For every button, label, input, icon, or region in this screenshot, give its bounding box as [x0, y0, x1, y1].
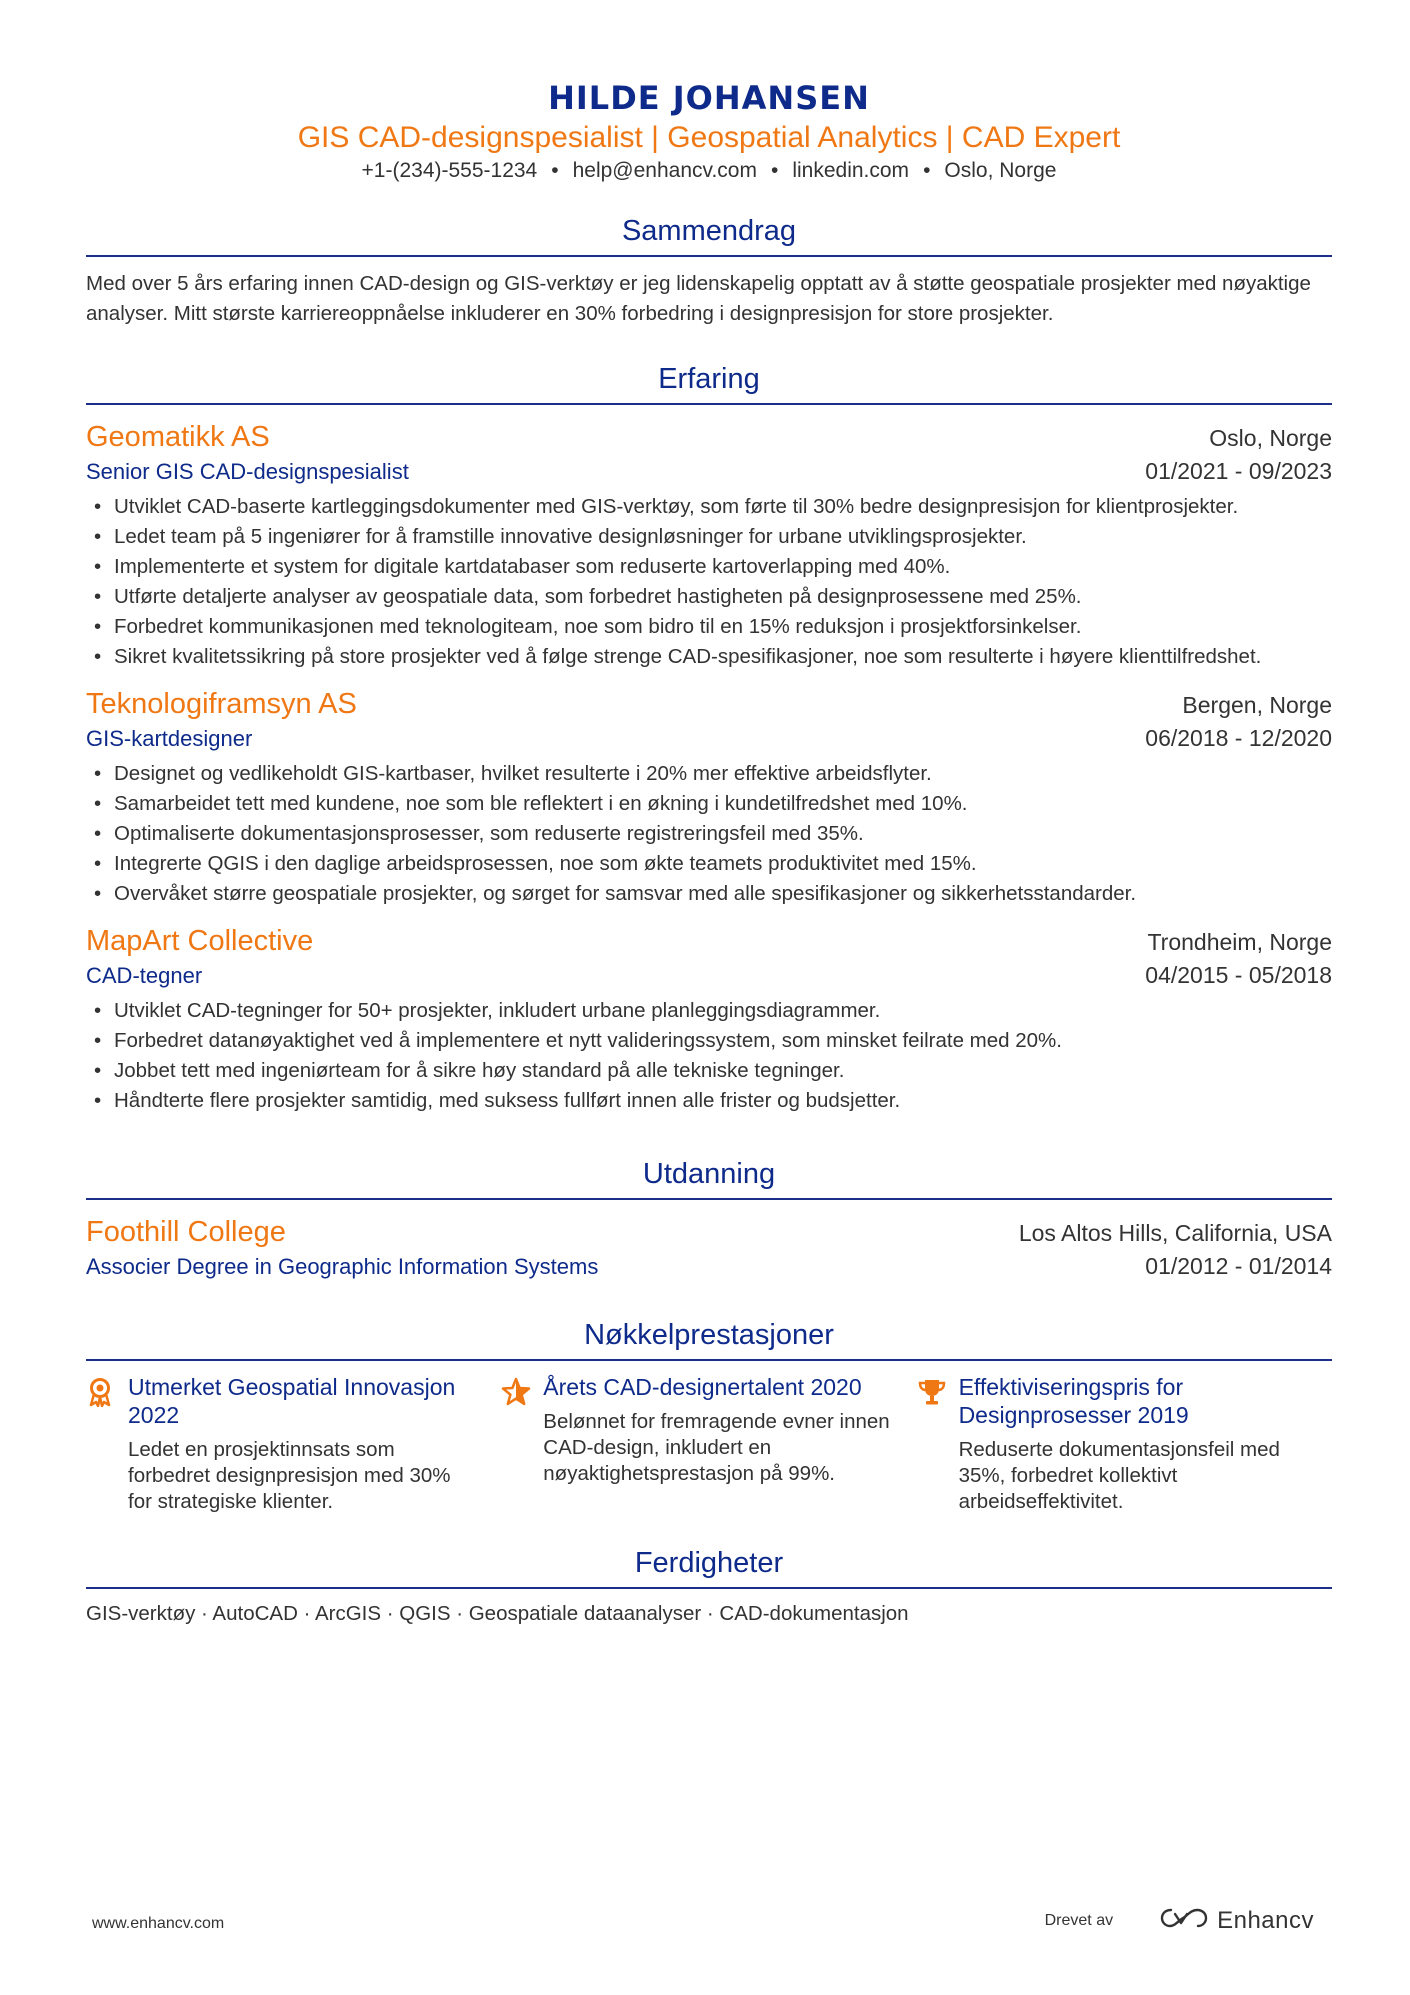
linkedin-link[interactable]: linkedin.com: [792, 159, 910, 182]
resume-header: [86, 78, 1332, 185]
job-role: Senior GIS CAD-designspesialist: [86, 459, 409, 484]
job-dates: 06/2018 - 12/2020: [1145, 725, 1332, 751]
powered-by-label: Drevet av: [1044, 1911, 1114, 1929]
bullet-item: • Overvåket større geospatiale prosjekter, og sørget for samsvar med alle spesifikasjoner og sikkerhetsstandarder.: [86, 879, 1332, 909]
section-title-achievements: Nøkkelprestasjoner: [86, 1315, 1332, 1361]
email-link[interactable]: help@enhancv.com: [572, 159, 757, 182]
contact-separator: •: [923, 159, 931, 182]
company-name: MapArt Collective: [86, 925, 314, 957]
footer-website[interactable]: www.enhancv.com: [92, 1915, 225, 1932]
resume-page: [86, 78, 1332, 1629]
candidate-headline: GIS CAD-designspesialist | Geospatial Analytics | CAD Expert: [297, 121, 1121, 154]
enhancv-logo-icon: [1159, 1906, 1209, 1935]
summary-text: Med over 5 års erfaring innen CAD-design og GIS-verktøy er jeg lidenskapelig opptatt av å støtte geospatiale prosjekter med nøyaktige analyser. Mitt største karriereoppnåelse inkluderer en 30% forbedring i designpresisjon for store prosjekter.: [86, 272, 1311, 325]
bullet-item: • Designet og vedlikeholdt GIS-kartbaser, hvilket resulterte i 20% mer effektive arbeidsflyter.: [86, 759, 1332, 789]
job-dates: 01/2021 - 09/2023: [1145, 458, 1332, 484]
school-location: Los Altos Hills, California, USA: [1018, 1220, 1332, 1246]
star-icon: [501, 1377, 531, 1515]
education-dates: 01/2012 - 01/2014: [1145, 1253, 1332, 1279]
bullet-item: • Forbedret kommunikasjonen med teknologiteam, noe som bidro til en 15% reduksjon i prosjektforsinkelser.: [86, 612, 1332, 642]
education-entry: [86, 1214, 1332, 1283]
achievement-title: Utmerket Geospatial Innovasjon 2022: [128, 1374, 456, 1428]
candidate-name: HILDE JOHANSEN: [548, 79, 870, 117]
bullet-item: • Optimaliserte dokumentasjonsprosesser, som reduserte registreringsfeil med 35%.: [86, 819, 1332, 849]
company-name: Geomatikk AS: [86, 421, 270, 453]
brand-name: Enhancv: [1217, 1906, 1314, 1934]
bullet-item: • Forbedret datanøyaktighet ved å implementere et nytt valideringssystem, som minsket feilrate med 20%.: [86, 1026, 1332, 1056]
job-entry: [86, 686, 1332, 909]
education-section: [86, 1154, 1332, 1283]
phone: +1-(234)-555-1234: [361, 159, 538, 182]
achievement-description: Ledet en prosjektinnsats som forbedret designpresisjon med 30% for strategiske klienter.: [128, 1438, 451, 1513]
contact-info: [86, 157, 1332, 185]
bullet-item: • Integrerte QGIS i den daglige arbeidsprosessen, noe som økte teamets produktivitet med 15%.: [86, 849, 1332, 879]
job-entry: [86, 923, 1332, 1116]
bullet-item: • Utviklet CAD-baserte kartleggingsdokumenter med GIS-verktøy, som førte til 30% bedre designpresisjon for klientprosjekter.: [86, 492, 1332, 522]
location: Oslo, Norge: [944, 159, 1057, 182]
section-title-summary: Sammendrag: [86, 211, 1332, 257]
achievement-title: Årets CAD-designertalent 2020: [543, 1374, 862, 1400]
job-role: GIS-kartdesigner: [86, 726, 253, 751]
company-name: Teknologiframsyn AS: [86, 688, 357, 720]
school-name: Foothill College: [86, 1216, 286, 1248]
achievement-description: Belønnet for fremragende evner innen CAD-design, inkludert en nøyaktighetsprestasjon på 99%.: [543, 1410, 890, 1485]
bullet-item: • Implementerte et system for digitale kartdatabaser som reduserte kartoverlapping med 40%.: [86, 552, 1332, 582]
job-location: Trondheim, Norge: [1147, 929, 1332, 955]
achievement-title: Effektiviseringspris for Designprosesser 2019: [958, 1374, 1189, 1428]
achievement-item: [86, 1373, 501, 1515]
job-location: Oslo, Norge: [1209, 425, 1332, 451]
achievement-item: [501, 1373, 916, 1515]
achievements-list: [86, 1373, 1332, 1515]
bullet-item: • Utviklet CAD-tegninger for 50+ prosjekter, inkludert urbane planleggingsdiagrammer.: [86, 996, 1332, 1026]
experience-section: [86, 359, 1332, 1116]
skills-list: GIS-verktøy · AutoCAD · ArcGIS · QGIS · Geospatiale dataanalyser · CAD-dokumentasjon: [86, 1602, 909, 1625]
job-entry: [86, 419, 1332, 672]
summary-section: [86, 211, 1332, 329]
bullet-item: • Utførte detaljerte analyser av geospatiale data, som forbedret hastigheten på designprosessene med 25%.: [86, 582, 1332, 612]
bullet-item: • Jobbet tett med ingeniørteam for å sikre høy standard på alle tekniske tegninger.: [86, 1056, 1332, 1086]
section-title-experience: Erfaring: [86, 359, 1332, 405]
job-dates: 04/2015 - 05/2018: [1145, 962, 1332, 988]
bullet-item: • Ledet team på 5 ingeniører for å framstille innovative designløsninger for urbane utviklingsprosjekter.: [86, 522, 1332, 552]
award-ribbon-icon: [86, 1377, 116, 1515]
job-bullets: [86, 492, 1332, 672]
bullet-item: • Samarbeidet tett med kundene, noe som ble reflektert i en økning i kundetilfredshet med 10%.: [86, 789, 1332, 819]
job-bullets: [86, 996, 1332, 1116]
job-role: CAD-tegner: [86, 963, 203, 988]
contact-separator: •: [551, 159, 559, 182]
achievement-item: [917, 1373, 1332, 1515]
bullet-item: • Sikret kvalitetssikring på store prosjekter ved å følge strenge CAD-spesifikasjoner, noe som resulterte i høyere klienttilfredshet.: [86, 642, 1332, 672]
section-title-skills: Ferdigheter: [86, 1543, 1332, 1589]
job-bullets: [86, 759, 1332, 909]
trophy-icon: [917, 1377, 947, 1515]
section-title-education: Utdanning: [86, 1154, 1332, 1200]
achievements-section: [86, 1315, 1332, 1515]
bullet-item: • Håndterte flere prosjekter samtidig, med suksess fullført innen alle frister og budsjetter.: [86, 1086, 1332, 1116]
footer-branding: [1045, 1906, 1314, 1935]
job-location: Bergen, Norge: [1182, 692, 1332, 718]
skills-section: [86, 1543, 1332, 1629]
achievement-description: Reduserte dokumentasjonsfeil med 35%, forbedret kollektivt arbeidseffektivitet.: [958, 1438, 1280, 1513]
degree: Associer Degree in Geographic Information Systems: [86, 1254, 599, 1279]
contact-separator: •: [770, 159, 779, 182]
